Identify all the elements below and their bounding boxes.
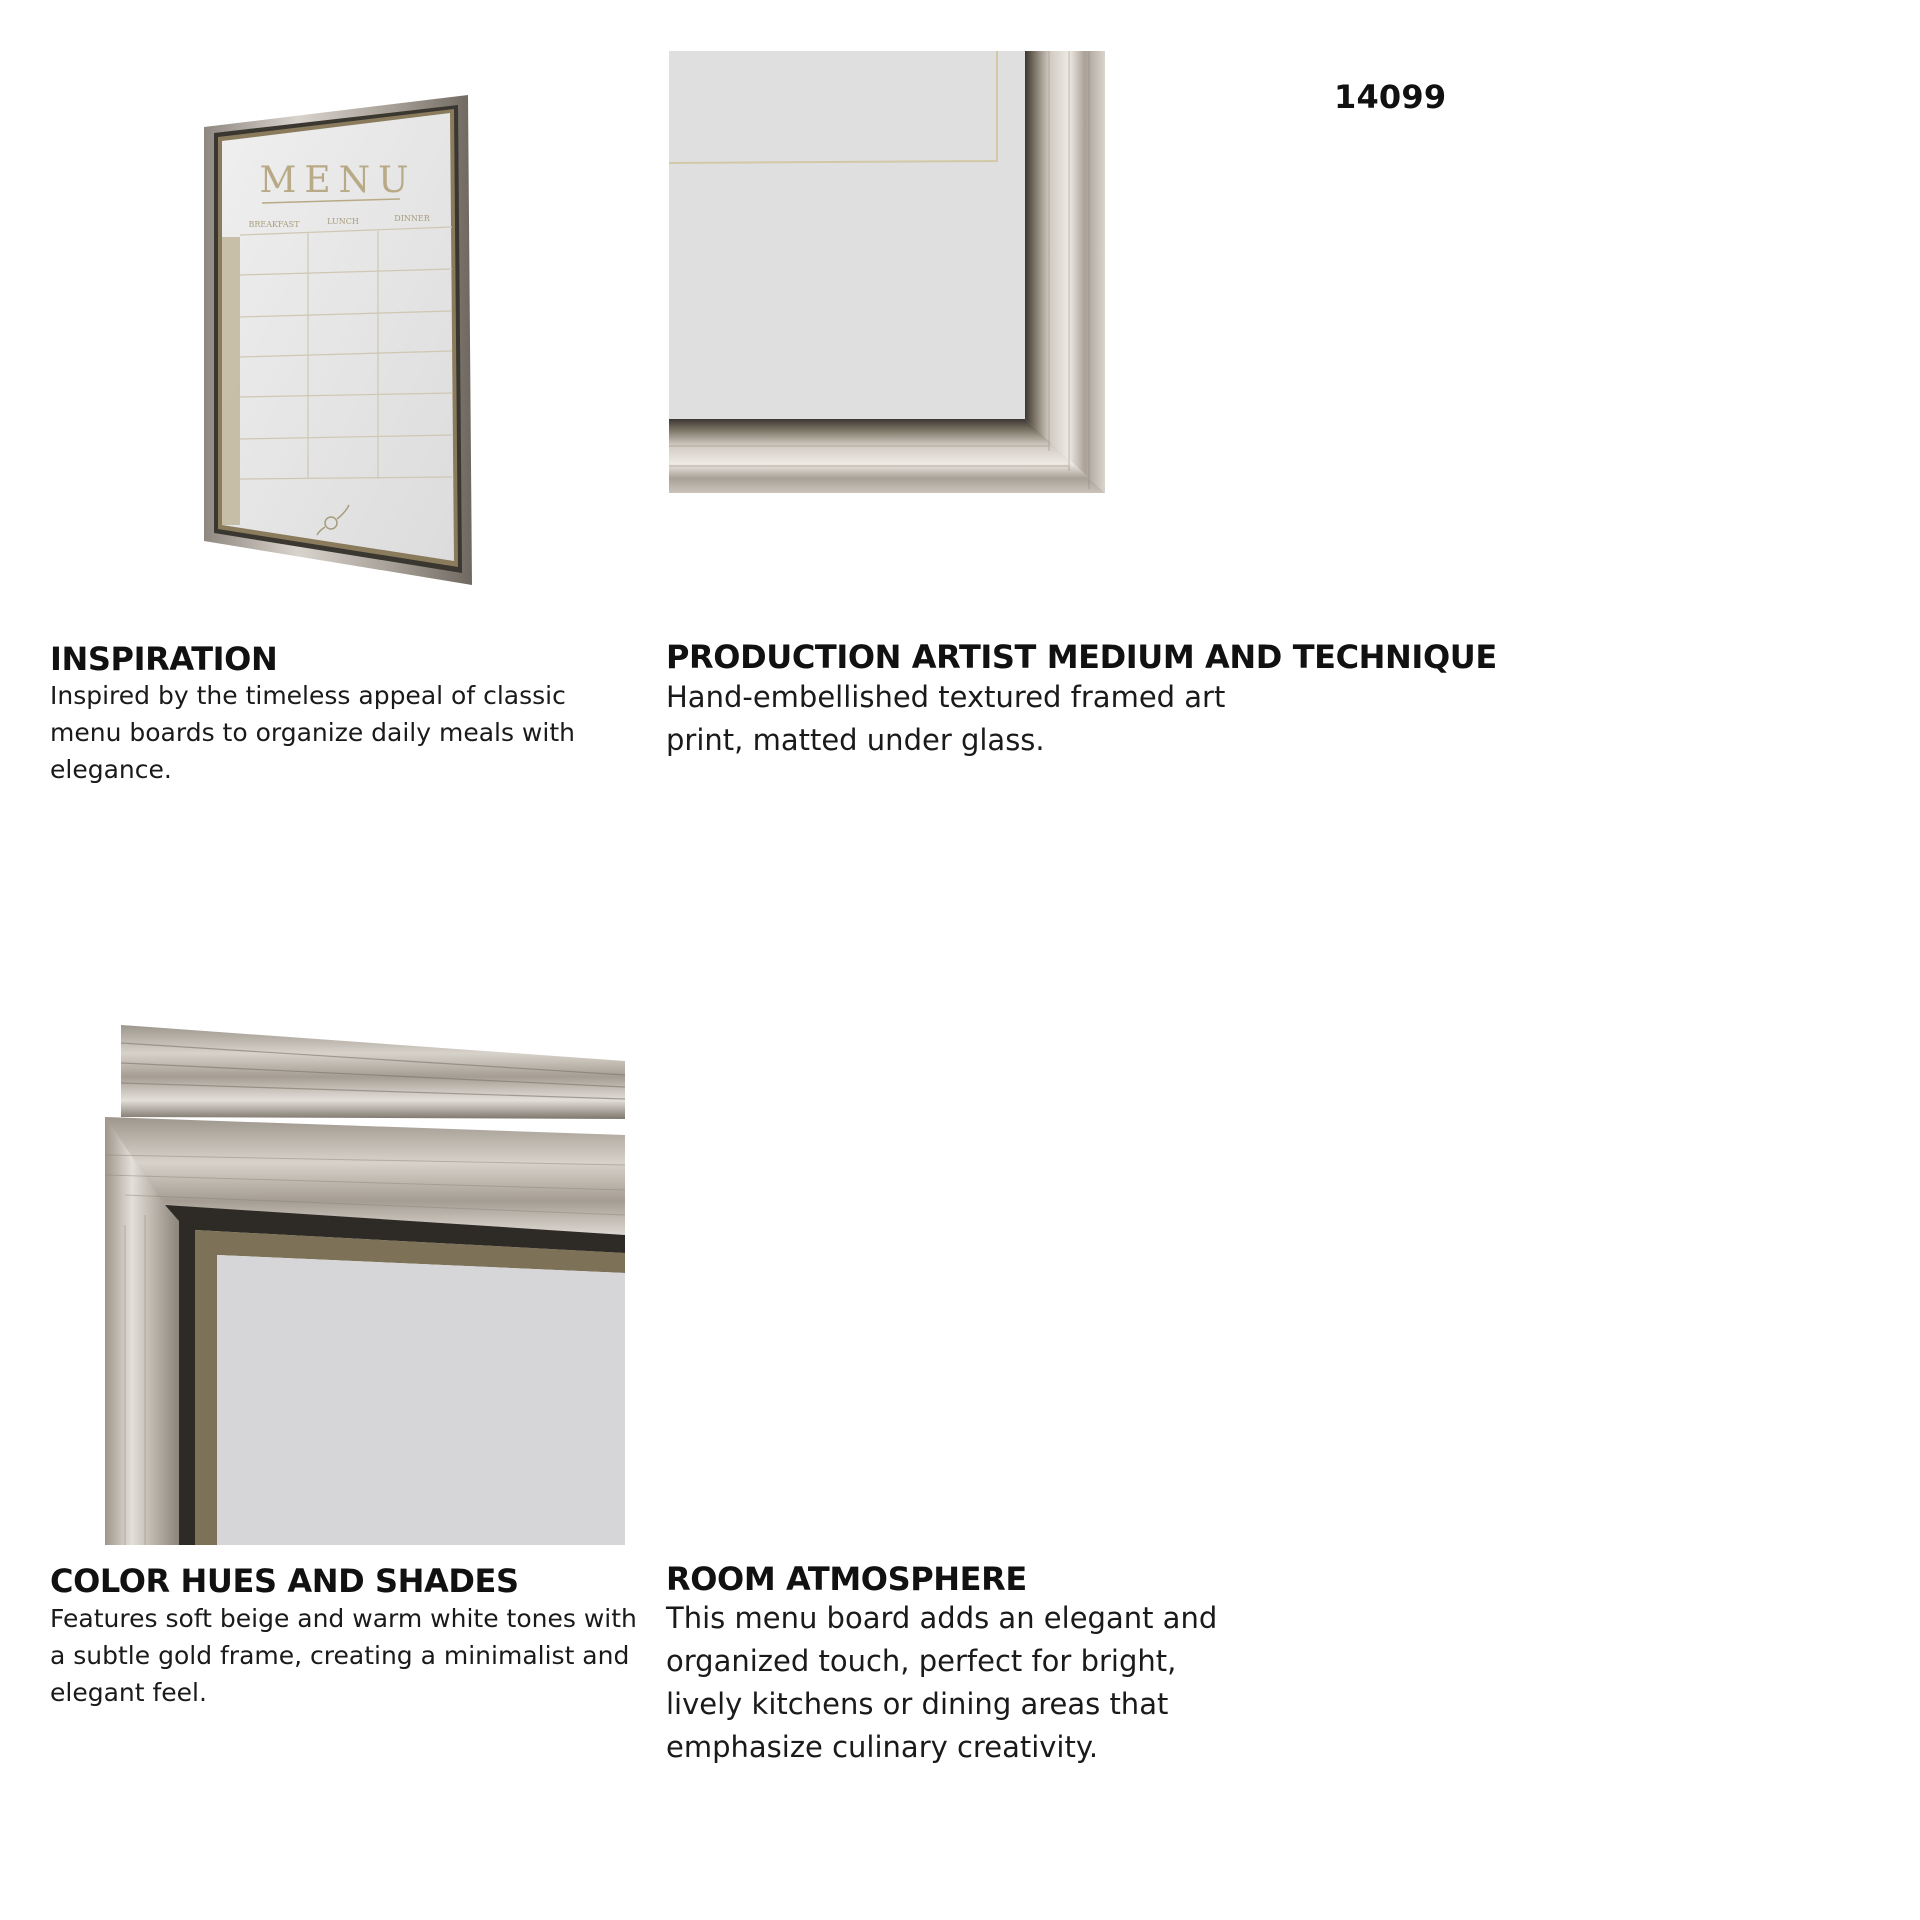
production-text: Hand-embellished textured framed art print, matted under glass. (666, 680, 1226, 757)
product-sku: 14099 (1334, 78, 1447, 116)
frame-profile-detail-photo (105, 1025, 625, 1545)
menu-column-breakfast: BREAKFAST (248, 220, 300, 229)
inspiration-text: Inspired by the timeless appeal of classic menu boards to organize daily meals with elegance. (50, 681, 575, 784)
product-photo-menu-board (200, 95, 475, 585)
menu-column-dinner: DINNER (394, 214, 430, 223)
menu-column-lunch: LUNCH (327, 217, 359, 226)
inspiration-heading: INSPIRATION (50, 640, 278, 678)
menu-title-text: MENU (259, 160, 417, 201)
color-heading: COLOR HUES AND SHADES (50, 1562, 519, 1600)
production-heading: PRODUCTION ARTIST MEDIUM AND TECHNIQUE (666, 638, 1497, 676)
frame-corner-detail-photo (669, 51, 1109, 493)
room-heading: ROOM ATMOSPHERE (666, 1560, 1027, 1598)
color-text: Features soft beige and warm white tones with a subtle gold frame, creating a minimalist and elegant feel. (50, 1604, 637, 1707)
room-text: This menu board adds an elegant and organized touch, perfect for bright, lively kitchens or dining areas that emphasize culinary creativity. (666, 1601, 1218, 1764)
